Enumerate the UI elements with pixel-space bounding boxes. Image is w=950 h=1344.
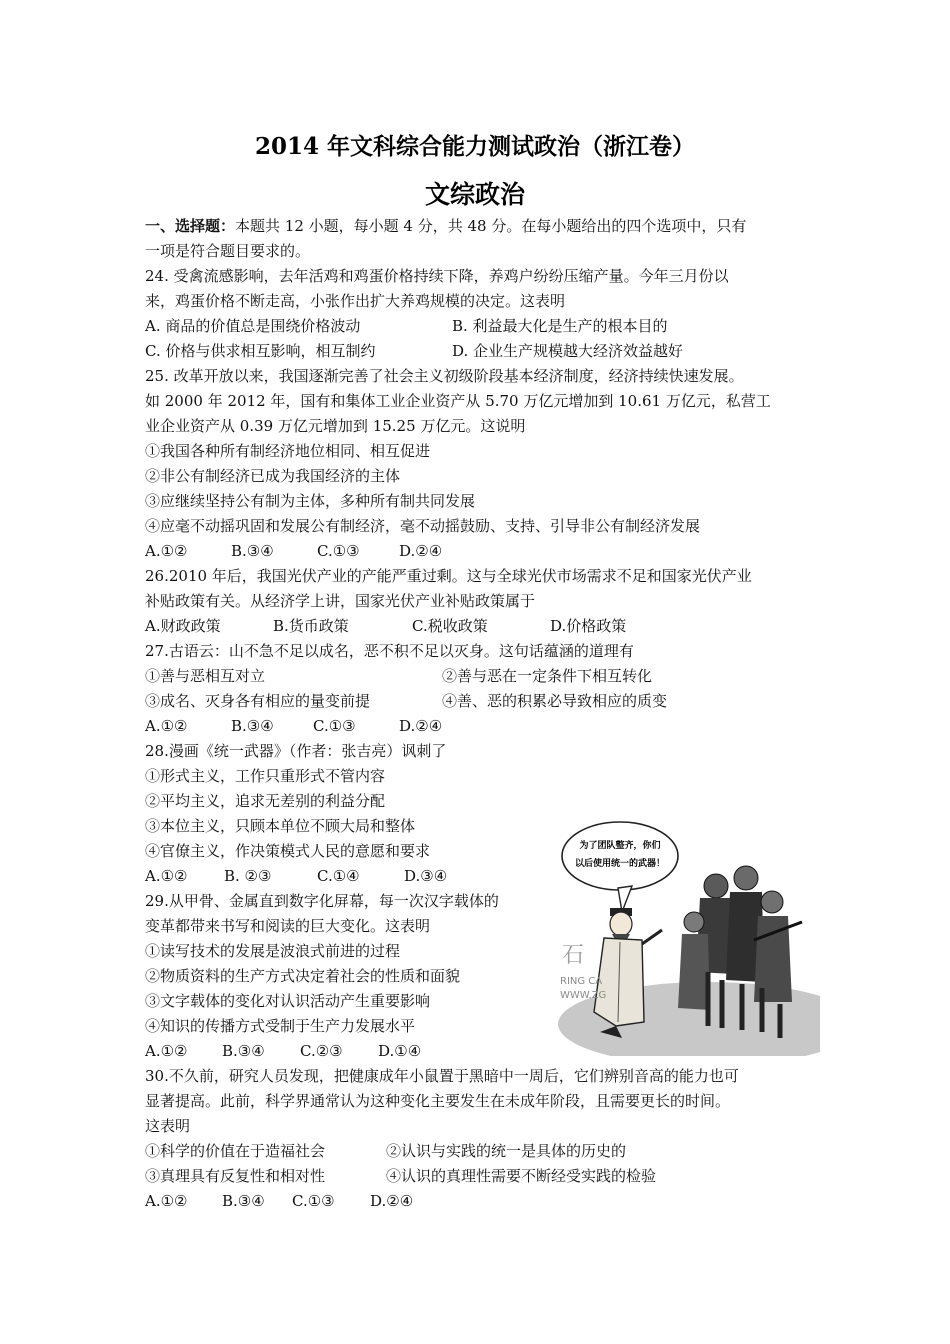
- watermark-text-1: RING CA: [560, 976, 603, 987]
- q28-statement-3: ③本位主义，只顾本单位不顾大局和整体: [145, 817, 416, 835]
- q24-option-b: B. 利益最大化是生产的根本目的: [452, 317, 668, 335]
- q26-stem-1: 26.2010 年后，我国光伏产业的产能严重过剩。这与全球光伏市场需求不足和国家光伏产业: [145, 567, 752, 585]
- q29-statement-3: ③文字载体的变化对认识活动产生重要影响: [145, 992, 431, 1010]
- q30-option-c: C.①③: [292, 1192, 335, 1210]
- q27-option-a: A.①②: [145, 717, 188, 735]
- q28-option-c: C.①④: [317, 867, 360, 885]
- bubble-text-1: 为了团队整齐，你们: [579, 841, 661, 851]
- q27-statement-1: ①善与恶相互对立: [145, 667, 266, 685]
- q30-stem-3: 这表明: [145, 1117, 191, 1135]
- q30-stem-2: 显著提高。此前，科学界通常认为这种变化主要发生在未成年阶段，且需要更长的时间。: [145, 1092, 731, 1110]
- q27-statement-2: ②善与恶在一定条件下相互转化: [442, 667, 653, 685]
- q29-statement-4: ④知识的传播方式受制于生产力发展水平: [145, 1017, 416, 1035]
- q28-stem: 28.漫画《统一武器》（作者：张吉亮）讽刺了: [145, 742, 447, 760]
- q26-option-a: A.财政政策: [145, 617, 221, 635]
- q30-statement-2: ②认识与实践的统一是具体的历史的: [386, 1142, 627, 1160]
- q28-statement-4: ④官僚主义，作决策模式人民的意愿和要求: [145, 842, 431, 860]
- bubble-text-2: 以后使用统一的武器！: [574, 859, 666, 869]
- q30-statement-1: ①科学的价值在于造福社会: [145, 1142, 326, 1160]
- q30-statement-3: ③真理具有反复性和相对性: [145, 1167, 326, 1185]
- q30-option-a: A.①②: [145, 1192, 188, 1210]
- q30-option-b: B.③④: [222, 1192, 265, 1210]
- q25-stem-2: 如 2000 年 2012 年，国有和集体工业企业资产从 5.70 万亿元增加到 10.61 万亿元，私营工: [145, 392, 771, 410]
- q24-stem-2: 来，鸡蛋价格不断走高，小张作出扩大养鸡规模的决定。这表明: [145, 292, 566, 310]
- q29-option-b: B.③④: [222, 1042, 265, 1060]
- speech-bubble: [562, 822, 678, 890]
- q28-statement-1: ①形式主义，工作只重形式不管内容: [145, 767, 386, 785]
- watermark-text-2: WWW.ZG: [560, 990, 607, 1001]
- q29-option-a: A.①②: [145, 1042, 188, 1060]
- q27-option-c: C.①③: [313, 717, 356, 735]
- q26-stem-2: 补贴政策有关。从经济学上讲，国家光伏产业补贴政策属于: [145, 592, 536, 610]
- q24-option-c: C. 价格与供求相互影响，相互制约: [145, 342, 376, 360]
- q27-option-b: B.③④: [231, 717, 274, 735]
- q26-option-b: B.货币政策: [273, 617, 349, 635]
- q30-stem-1: 30.不久前，研究人员发现，把健康成年小鼠置于黑暗中一周后，它们辨别音高的能力也可: [145, 1067, 739, 1085]
- q25-option-c: C.①③: [317, 542, 360, 560]
- q25-option-d: D.②④: [399, 542, 443, 560]
- q27-stem: 27.古语云：山不急不足以成名，恶不积不足以灭身。这句话蕴涵的道理有: [145, 642, 634, 660]
- q29-stem-1: 29.从甲骨、金属直到数字化屏幕，每一次汉字载体的: [145, 892, 499, 910]
- q25-statement-2: ②非公有制经济已成为我国经济的主体: [145, 467, 401, 485]
- q27-statement-4: ④善、恶的积累必导致相应的质变: [442, 692, 668, 710]
- cartoon-illustration: [558, 812, 820, 1056]
- q25-option-b: B.③④: [231, 542, 274, 560]
- q30-statement-4: ④认识的真理性需要不断经受实践的检验: [386, 1167, 657, 1185]
- q28-statement-2: ②平均主义，追求无差别的利益分配: [145, 792, 386, 810]
- q25-statement-1: ①我国各种所有制经济地位相同、相互促进: [145, 442, 431, 460]
- q29-statement-2: ②物质资料的生产方式决定着社会的性质和面貌: [145, 967, 461, 985]
- section-intro-line-1: [145, 216, 746, 236]
- q25-option-a: A.①②: [145, 542, 188, 560]
- q30-option-d: D.②④: [370, 1192, 414, 1210]
- section-heading: 一、选择题：: [145, 217, 236, 235]
- watermark-logo: 石: [562, 943, 585, 968]
- q25-statement-3: ③应继续坚持公有制为主体，多种所有制共同发展: [145, 492, 476, 510]
- q29-option-c: C.②③: [300, 1042, 343, 1060]
- q29-option-d: D.①④: [378, 1042, 422, 1060]
- q29-statement-1: ①读写技术的发展是波浪式前进的过程: [145, 942, 401, 960]
- q24-option-d: D. 企业生产规模越大经济效益越好: [452, 342, 684, 360]
- q28-option-a: A.①②: [145, 867, 188, 885]
- q24-stem-1: 24. 受禽流感影响，去年活鸡和鸡蛋价格持续下降，养鸡户纷纷压缩产量。今年三月份以: [145, 267, 729, 285]
- q26-option-c: C.税收政策: [412, 617, 488, 635]
- section-intro-line-2: 一项是符合题目要求的。: [145, 242, 311, 260]
- q25-stem-3: 业企业资产从 0.39 万亿元增加到 15.25 万亿元。这说明: [145, 417, 526, 435]
- q27-statement-3: ③成名、灭身各有相应的量变前提: [145, 692, 371, 710]
- q25-statement-4: ④应毫不动摇巩固和发展公有制经济，毫不动摇鼓励、支持、引导非公有制经济发展: [145, 517, 701, 535]
- q27-option-d: D.②④: [399, 717, 443, 735]
- section-intro-text: 本题共 12 小题，每小题 4 分，共 48 分。在每小题给出的四个选项中，只有: [235, 217, 747, 235]
- page-subtitle: 文综政治: [424, 180, 525, 209]
- q25-stem-1: 25. 改革开放以来，我国逐渐完善了社会主义初级阶段基本经济制度，经济持续快速发展。: [145, 367, 744, 385]
- q28-option-b: B. ②③: [224, 867, 272, 885]
- q24-option-a: A. 商品的价值总是围绕价格波动: [145, 317, 361, 335]
- q28-option-d: D.③④: [404, 867, 448, 885]
- q26-option-d: D.价格政策: [550, 617, 627, 635]
- page-title: 2014 年文科综合能力测试政治（浙江卷）: [254, 133, 696, 160]
- q29-stem-2: 变革都带来书写和阅读的巨大变化。这表明: [145, 917, 431, 935]
